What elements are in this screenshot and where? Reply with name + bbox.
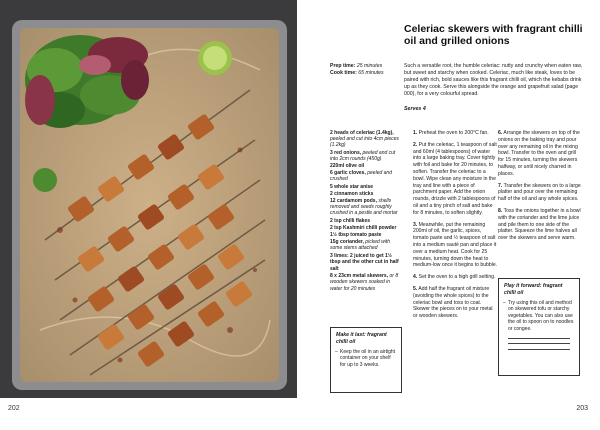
make-it-last-box [330, 327, 402, 393]
recipe-title: Celeriac skewers with fragrant chilli oil and grilled onions [404, 23, 583, 47]
ingredient-amount: 8 x 23cm metal skewers, [330, 273, 389, 280]
ingredient-note: peeled and cut into 4cm pieces (1.2kg) [330, 136, 399, 149]
step-number: 4. [413, 274, 418, 281]
recipe-serves: Serves 4 [404, 106, 426, 112]
recipe-photo [0, 0, 297, 398]
ingredient-amount: 3 limes: 2 juiced to get 1½ tbsp and the other cut in half [330, 252, 399, 265]
recipe-intro: Such a versatile root, the humble celeriac: nutty and crunchy when eaten raw, but sweet and starchy when cooked. Celeriac, much like steak, loves to be paired with rich, bold sauces like this fragrant chilli oil, which the kebabs drink up as they cook. Serve this alongside the orange and grapefruit salad (page 000), for a very colourful spread. [404, 63, 583, 98]
prep-time-value: 25 minutes [356, 63, 383, 69]
ingredient-amount: 2 tsp Kashmiri chilli powder [330, 224, 397, 231]
play-it-forward-box [498, 278, 580, 376]
note-line [508, 343, 570, 344]
step-number: 8. [498, 207, 503, 214]
ingredient-amount: 2 tsp chilli flakes [330, 217, 371, 224]
step-text: Meanwhile, put the remaining 200ml of oil, the garlic, spices, tomato paste and ½ teaspoon of salt into a medium sauté pan and place it over a medium heat. Cook for 25 minutes, turning down the heat to medium-low once it begins to bubble. [413, 221, 498, 269]
ingredient-amount: 2 heads of celeriac (1.4kg), [330, 130, 394, 136]
note-line [508, 349, 570, 350]
cook-time-value: 65 minutes [358, 70, 384, 76]
ingredient-item [330, 191, 402, 197]
ingredient-item [330, 184, 402, 190]
ingredient-note: peeled and crushed [330, 170, 392, 183]
method-step [413, 130, 498, 137]
step-text: Transfer the skewers on to a large platter and pour over the remaining half of the oil and any whole spices. [498, 182, 581, 203]
ingredient-item [330, 225, 402, 231]
ingredient-item [330, 150, 402, 162]
ingredient-amount: 6 garlic cloves, [330, 170, 366, 177]
ingredient-item [330, 273, 402, 292]
play-it-forward-body: – Try using this oil and method on skewered tofu or starchy vegetables. You can also use the oil to spoon on to noodles or congee. [504, 300, 574, 333]
method-step [413, 274, 498, 281]
method-step [498, 130, 583, 178]
step-number: 2. [413, 141, 418, 148]
ingredient-note: peeled and cut into 2cm rounds (450g) [330, 149, 396, 162]
ingredient-note: or 8 wooden skewers soaked in water for 20 minutes [330, 273, 399, 292]
step-text: Set the oven to a high grill setting. [417, 274, 496, 281]
ingredient-item [330, 266, 402, 272]
ingredient-note: picked with some stems attached [330, 239, 391, 252]
note-line [508, 338, 570, 339]
ingredient-item [330, 253, 402, 265]
step-text: Toss the onions together in a bowl with the coriander and the lime juice and pile them to one side of the platter. Squeeze the lime halves all over the skewers and serve warm. [498, 207, 581, 242]
step-text: Add half the fragrant oil mixture (avoiding the whole spices) to the celeriac bowl and toss to coat. Skewer the pieces on to your metal or wooden skewers. [413, 285, 493, 320]
ingredient-note: shells removed and seeds roughly crushed in a pestle and mortar [330, 198, 398, 217]
step-text: Put the celeriac, 1 teaspoon of salt and 60ml (4 tablespoons) of water into a large baking tray. Cover tightly with foil and bake for 20 minutes, to soften. Transfer the celeriac to a bowl. Wipe clean any moisture in the tray and line with a piece of parchment paper. Add the onion rounds, drizzle with 2 tablespoons of oil and a tiny pinch of salt and bake for 8 minutes, to soften slightly. [413, 141, 497, 216]
ingredient-amount: 5 whole star anise [330, 183, 374, 190]
method-step [498, 183, 583, 203]
ingredient-item [330, 232, 402, 238]
ingredient-amount: 2 cinnamon sticks [330, 190, 374, 197]
ingredient-amount: 1½ tbsp tomato paste [330, 232, 382, 239]
ingredient-list [330, 130, 402, 293]
ingredient-amount: 220ml olive oil [330, 163, 365, 170]
make-it-last-body: – Keep the oil in an airtight container on your shelf for up to 3 weeks. [336, 349, 396, 369]
ingredient-amount: 12 cardamom pods, [330, 198, 377, 205]
method-column-1 [413, 130, 498, 325]
step-number: 5. [413, 285, 418, 292]
cook-time-label: Cook time: [330, 70, 357, 76]
make-it-last-title: Make it last: fragrant chilli oil [336, 332, 387, 345]
step-number: 6. [498, 130, 503, 136]
ingredient-item [330, 130, 402, 149]
page-number-left: 202 [8, 405, 20, 412]
step-number: 3. [413, 221, 418, 228]
step-text: Arrange the skewers on top of the onions on the baking tray and pour over any remaining oil in the mixing bowl. Transfer to the oven and grill for 15 minutes, turning the skewers halfway, or until nicely charred in places. [498, 130, 580, 177]
ingredient-amount: salt [330, 266, 339, 273]
page-number-right: 203 [576, 405, 588, 412]
step-text: Preheat the oven to 200°C fan. [417, 130, 489, 136]
method-column-2 [498, 130, 583, 247]
ingredient-item [330, 198, 402, 217]
ingredient-item [330, 170, 402, 182]
prep-time-label: Prep time: [330, 63, 356, 69]
method-step [413, 222, 498, 270]
step-number: 7. [498, 182, 503, 189]
food-photo-icon [0, 0, 297, 398]
recipe-times [330, 63, 384, 77]
ingredient-amount: 15g coriander, [330, 239, 364, 246]
method-step [498, 208, 583, 242]
method-step [413, 286, 498, 320]
ingredient-amount: 3 red onions, [330, 149, 362, 156]
ingredient-item [330, 239, 402, 251]
step-number: 1. [413, 130, 418, 136]
ingredient-item [330, 218, 402, 224]
method-step [413, 142, 498, 217]
play-it-forward-title: Play it forward: fragrant chilli oil [504, 283, 563, 296]
ingredient-item [330, 163, 402, 169]
